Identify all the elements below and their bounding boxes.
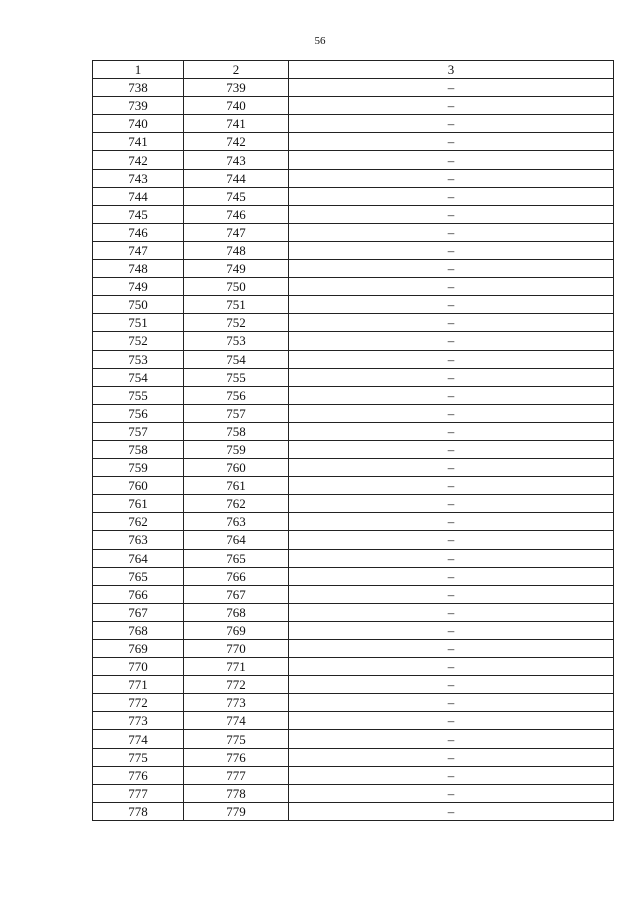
table-cell-col-2: 775 — [184, 730, 289, 748]
table-row — [93, 278, 614, 296]
table-cell-col-3: – — [289, 676, 614, 694]
table-cell-col-3: – — [289, 79, 614, 97]
table-cell-col-2: 766 — [184, 567, 289, 585]
table-row — [93, 748, 614, 766]
table-cell-col-1: 759 — [93, 459, 184, 477]
table-cell-col-1: 777 — [93, 784, 184, 802]
table-row — [93, 350, 614, 368]
table-cell-col-2: 757 — [184, 404, 289, 422]
table-cell-col-2: 747 — [184, 223, 289, 241]
table-cell-col-2: 771 — [184, 658, 289, 676]
table-cell-col-1: 738 — [93, 79, 184, 97]
table-row — [93, 404, 614, 422]
table-cell-col-1: 776 — [93, 766, 184, 784]
table-cell-col-1: 751 — [93, 314, 184, 332]
table-header-row — [93, 61, 614, 79]
table-cell-col-1: 770 — [93, 658, 184, 676]
table-row — [93, 97, 614, 115]
table-cell-col-3: – — [289, 187, 614, 205]
table-cell-col-2: 761 — [184, 477, 289, 495]
data-table — [92, 60, 614, 821]
table-cell-col-1: 755 — [93, 386, 184, 404]
table-cell-col-3: – — [289, 495, 614, 513]
table-cell-col-3: – — [289, 223, 614, 241]
table-row — [93, 223, 614, 241]
table-cell-col-1: 771 — [93, 676, 184, 694]
table-cell-col-3: – — [289, 332, 614, 350]
table-cell-col-1: 744 — [93, 187, 184, 205]
table-cell-col-3: – — [289, 603, 614, 621]
table-row — [93, 585, 614, 603]
table-cell-col-3: – — [289, 169, 614, 187]
table-cell-col-2: 762 — [184, 495, 289, 513]
table-row — [93, 549, 614, 567]
column-header-3: 3 — [289, 61, 614, 79]
table-cell-col-1: 748 — [93, 260, 184, 278]
table-cell-col-2: 779 — [184, 802, 289, 820]
table-cell-col-3: – — [289, 730, 614, 748]
table-cell-col-3: – — [289, 350, 614, 368]
table-cell-col-3: – — [289, 567, 614, 585]
table-row — [93, 766, 614, 784]
table-cell-col-1: 758 — [93, 440, 184, 458]
table-cell-col-2: 741 — [184, 115, 289, 133]
table-cell-col-2: 759 — [184, 440, 289, 458]
table-cell-col-1: 772 — [93, 694, 184, 712]
table-row — [93, 79, 614, 97]
table-row — [93, 241, 614, 259]
table-row — [93, 332, 614, 350]
table-cell-col-2: 748 — [184, 241, 289, 259]
table-row — [93, 712, 614, 730]
table-cell-col-2: 756 — [184, 386, 289, 404]
table-cell-col-1: 761 — [93, 495, 184, 513]
table-row — [93, 603, 614, 621]
table-cell-col-2: 753 — [184, 332, 289, 350]
table-cell-col-3: – — [289, 513, 614, 531]
table-cell-col-3: – — [289, 585, 614, 603]
table-row — [93, 802, 614, 820]
table-cell-col-1: 775 — [93, 748, 184, 766]
table-row — [93, 260, 614, 278]
table-cell-col-3: – — [289, 621, 614, 639]
table-cell-col-2: 765 — [184, 549, 289, 567]
table-cell-col-3: – — [289, 748, 614, 766]
table-row — [93, 440, 614, 458]
table-cell-col-2: 739 — [184, 79, 289, 97]
table-cell-col-2: 770 — [184, 640, 289, 658]
table-body — [93, 79, 614, 821]
table-row — [93, 621, 614, 639]
table-cell-col-2: 772 — [184, 676, 289, 694]
table-cell-col-1: 764 — [93, 549, 184, 567]
table-cell-col-3: – — [289, 640, 614, 658]
table-cell-col-1: 739 — [93, 97, 184, 115]
table-cell-col-2: 754 — [184, 350, 289, 368]
table-cell-col-3: – — [289, 477, 614, 495]
table-cell-col-3: – — [289, 151, 614, 169]
table-row — [93, 151, 614, 169]
table-cell-col-3: – — [289, 115, 614, 133]
table-row — [93, 730, 614, 748]
table-cell-col-2: 745 — [184, 187, 289, 205]
table-row — [93, 567, 614, 585]
table-cell-col-2: 743 — [184, 151, 289, 169]
table-cell-col-2: 777 — [184, 766, 289, 784]
table-cell-col-3: – — [289, 205, 614, 223]
table-row — [93, 314, 614, 332]
table-row — [93, 422, 614, 440]
table-cell-col-1: 752 — [93, 332, 184, 350]
table-cell-col-1: 740 — [93, 115, 184, 133]
table-cell-col-2: 769 — [184, 621, 289, 639]
table-cell-col-2: 751 — [184, 296, 289, 314]
table-row — [93, 658, 614, 676]
table-cell-col-1: 754 — [93, 368, 184, 386]
table-cell-col-2: 773 — [184, 694, 289, 712]
table-row — [93, 386, 614, 404]
table-row — [93, 513, 614, 531]
table-cell-col-3: – — [289, 712, 614, 730]
table-cell-col-1: 760 — [93, 477, 184, 495]
table-cell-col-1: 746 — [93, 223, 184, 241]
table-cell-col-2: 774 — [184, 712, 289, 730]
table-cell-col-3: – — [289, 133, 614, 151]
table-cell-col-1: 763 — [93, 531, 184, 549]
table-cell-col-2: 752 — [184, 314, 289, 332]
table-cell-col-1: 778 — [93, 802, 184, 820]
table-cell-col-2: 778 — [184, 784, 289, 802]
table-row — [93, 495, 614, 513]
table-cell-col-3: – — [289, 314, 614, 332]
table-row — [93, 694, 614, 712]
table-row — [93, 205, 614, 223]
table-cell-col-2: 746 — [184, 205, 289, 223]
table-cell-col-2: 758 — [184, 422, 289, 440]
table-cell-col-1: 742 — [93, 151, 184, 169]
table-cell-col-2: 744 — [184, 169, 289, 187]
table-cell-col-3: – — [289, 296, 614, 314]
table-cell-col-3: – — [289, 459, 614, 477]
table-cell-col-1: 756 — [93, 404, 184, 422]
table-cell-col-3: – — [289, 784, 614, 802]
table-cell-col-1: 762 — [93, 513, 184, 531]
table-cell-col-1: 767 — [93, 603, 184, 621]
table-row — [93, 676, 614, 694]
table-cell-col-2: 763 — [184, 513, 289, 531]
table-row — [93, 133, 614, 151]
table-row — [93, 296, 614, 314]
table-cell-col-1: 774 — [93, 730, 184, 748]
table-cell-col-3: – — [289, 531, 614, 549]
table-cell-col-3: – — [289, 278, 614, 296]
table-row — [93, 187, 614, 205]
table-cell-col-2: 740 — [184, 97, 289, 115]
table-row — [93, 784, 614, 802]
column-header-1: 1 — [93, 61, 184, 79]
table-cell-col-2: 768 — [184, 603, 289, 621]
table-cell-col-2: 749 — [184, 260, 289, 278]
table-cell-col-3: – — [289, 386, 614, 404]
table-cell-col-3: – — [289, 549, 614, 567]
table-cell-col-2: 750 — [184, 278, 289, 296]
table-row — [93, 531, 614, 549]
table-cell-col-3: – — [289, 422, 614, 440]
table-cell-col-1: 769 — [93, 640, 184, 658]
page-number: 56 — [314, 35, 326, 47]
table-cell-col-1: 747 — [93, 241, 184, 259]
table-cell-col-1: 773 — [93, 712, 184, 730]
table-cell-col-3: – — [289, 440, 614, 458]
table-cell-col-1: 741 — [93, 133, 184, 151]
table-row — [93, 459, 614, 477]
table-cell-col-1: 765 — [93, 567, 184, 585]
table-cell-col-1: 757 — [93, 422, 184, 440]
table-cell-col-1: 743 — [93, 169, 184, 187]
table-cell-col-2: 767 — [184, 585, 289, 603]
table-cell-col-1: 768 — [93, 621, 184, 639]
table-cell-col-3: – — [289, 404, 614, 422]
table-cell-col-3: – — [289, 260, 614, 278]
table-cell-col-2: 760 — [184, 459, 289, 477]
table-row — [93, 368, 614, 386]
table-row — [93, 477, 614, 495]
table-cell-col-3: – — [289, 97, 614, 115]
table-cell-col-3: – — [289, 766, 614, 784]
table-cell-col-1: 745 — [93, 205, 184, 223]
table-cell-col-3: – — [289, 694, 614, 712]
table-cell-col-3: – — [289, 368, 614, 386]
table-cell-col-1: 753 — [93, 350, 184, 368]
table-cell-col-2: 776 — [184, 748, 289, 766]
table-cell-col-3: – — [289, 802, 614, 820]
table-row — [93, 640, 614, 658]
table-row — [93, 169, 614, 187]
table-cell-col-3: – — [289, 241, 614, 259]
table-row — [93, 115, 614, 133]
table-cell-col-3: – — [289, 658, 614, 676]
column-header-2: 2 — [184, 61, 289, 79]
table-cell-col-1: 749 — [93, 278, 184, 296]
table-cell-col-1: 766 — [93, 585, 184, 603]
table-cell-col-2: 755 — [184, 368, 289, 386]
table-cell-col-2: 764 — [184, 531, 289, 549]
table-cell-col-2: 742 — [184, 133, 289, 151]
table-cell-col-1: 750 — [93, 296, 184, 314]
